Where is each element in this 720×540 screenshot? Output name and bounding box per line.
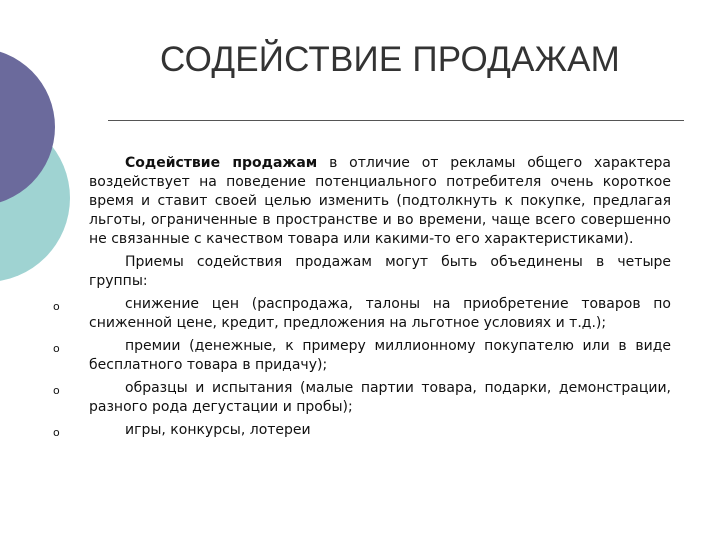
- slide-body: [53, 154, 672, 444]
- list-item-text: премии (денежные, к примеру миллионному покупателю или в виде бесплатного товара в придачу);: [89, 338, 671, 373]
- list-item: [53, 337, 671, 375]
- bullet-circle-icon: o: [53, 384, 60, 397]
- groups-paragraph: [89, 253, 671, 291]
- list-item: [53, 421, 671, 440]
- intro-paragraph-text: в отличие от рекламы общего характера воздействует на поведение потенциального потребителя очень короткое время и ставит своей целью изменить (подтолкнуть к покупке, предлагая льготы, ограниченные в пространстве и во времени, чаще всего совершенно не связанные с качеством товара или какими-то его характеристиками).: [89, 155, 672, 247]
- list-item: [53, 379, 671, 417]
- groups-paragraph-text: Приемы содействия продажам могут быть объединены в четыре группы:: [89, 254, 671, 289]
- list-item-text: игры, конкурсы, лотереи: [125, 422, 311, 438]
- list-item-text: снижение цен (распродажа, талоны на приобретение товаров по сниженной цене, кредит, предложения на льготное условиях и т.д.);: [89, 296, 671, 331]
- promotion-groups-list: [53, 295, 671, 440]
- intro-lead-term: Содействие продажам: [125, 155, 318, 171]
- list-item: [53, 295, 671, 333]
- title-divider: [108, 120, 684, 121]
- slide-title: СОДЕЙСТВИЕ ПРОДАЖАМ: [159, 40, 621, 79]
- intro-paragraph: [89, 154, 671, 249]
- list-item-text: образцы и испытания (малые партии товара, подарки, демонстрации, разного рода дегустации и пробы);: [89, 380, 671, 415]
- bullet-circle-icon: o: [53, 342, 60, 355]
- bullet-circle-icon: o: [53, 426, 60, 439]
- bullet-circle-icon: o: [53, 300, 60, 313]
